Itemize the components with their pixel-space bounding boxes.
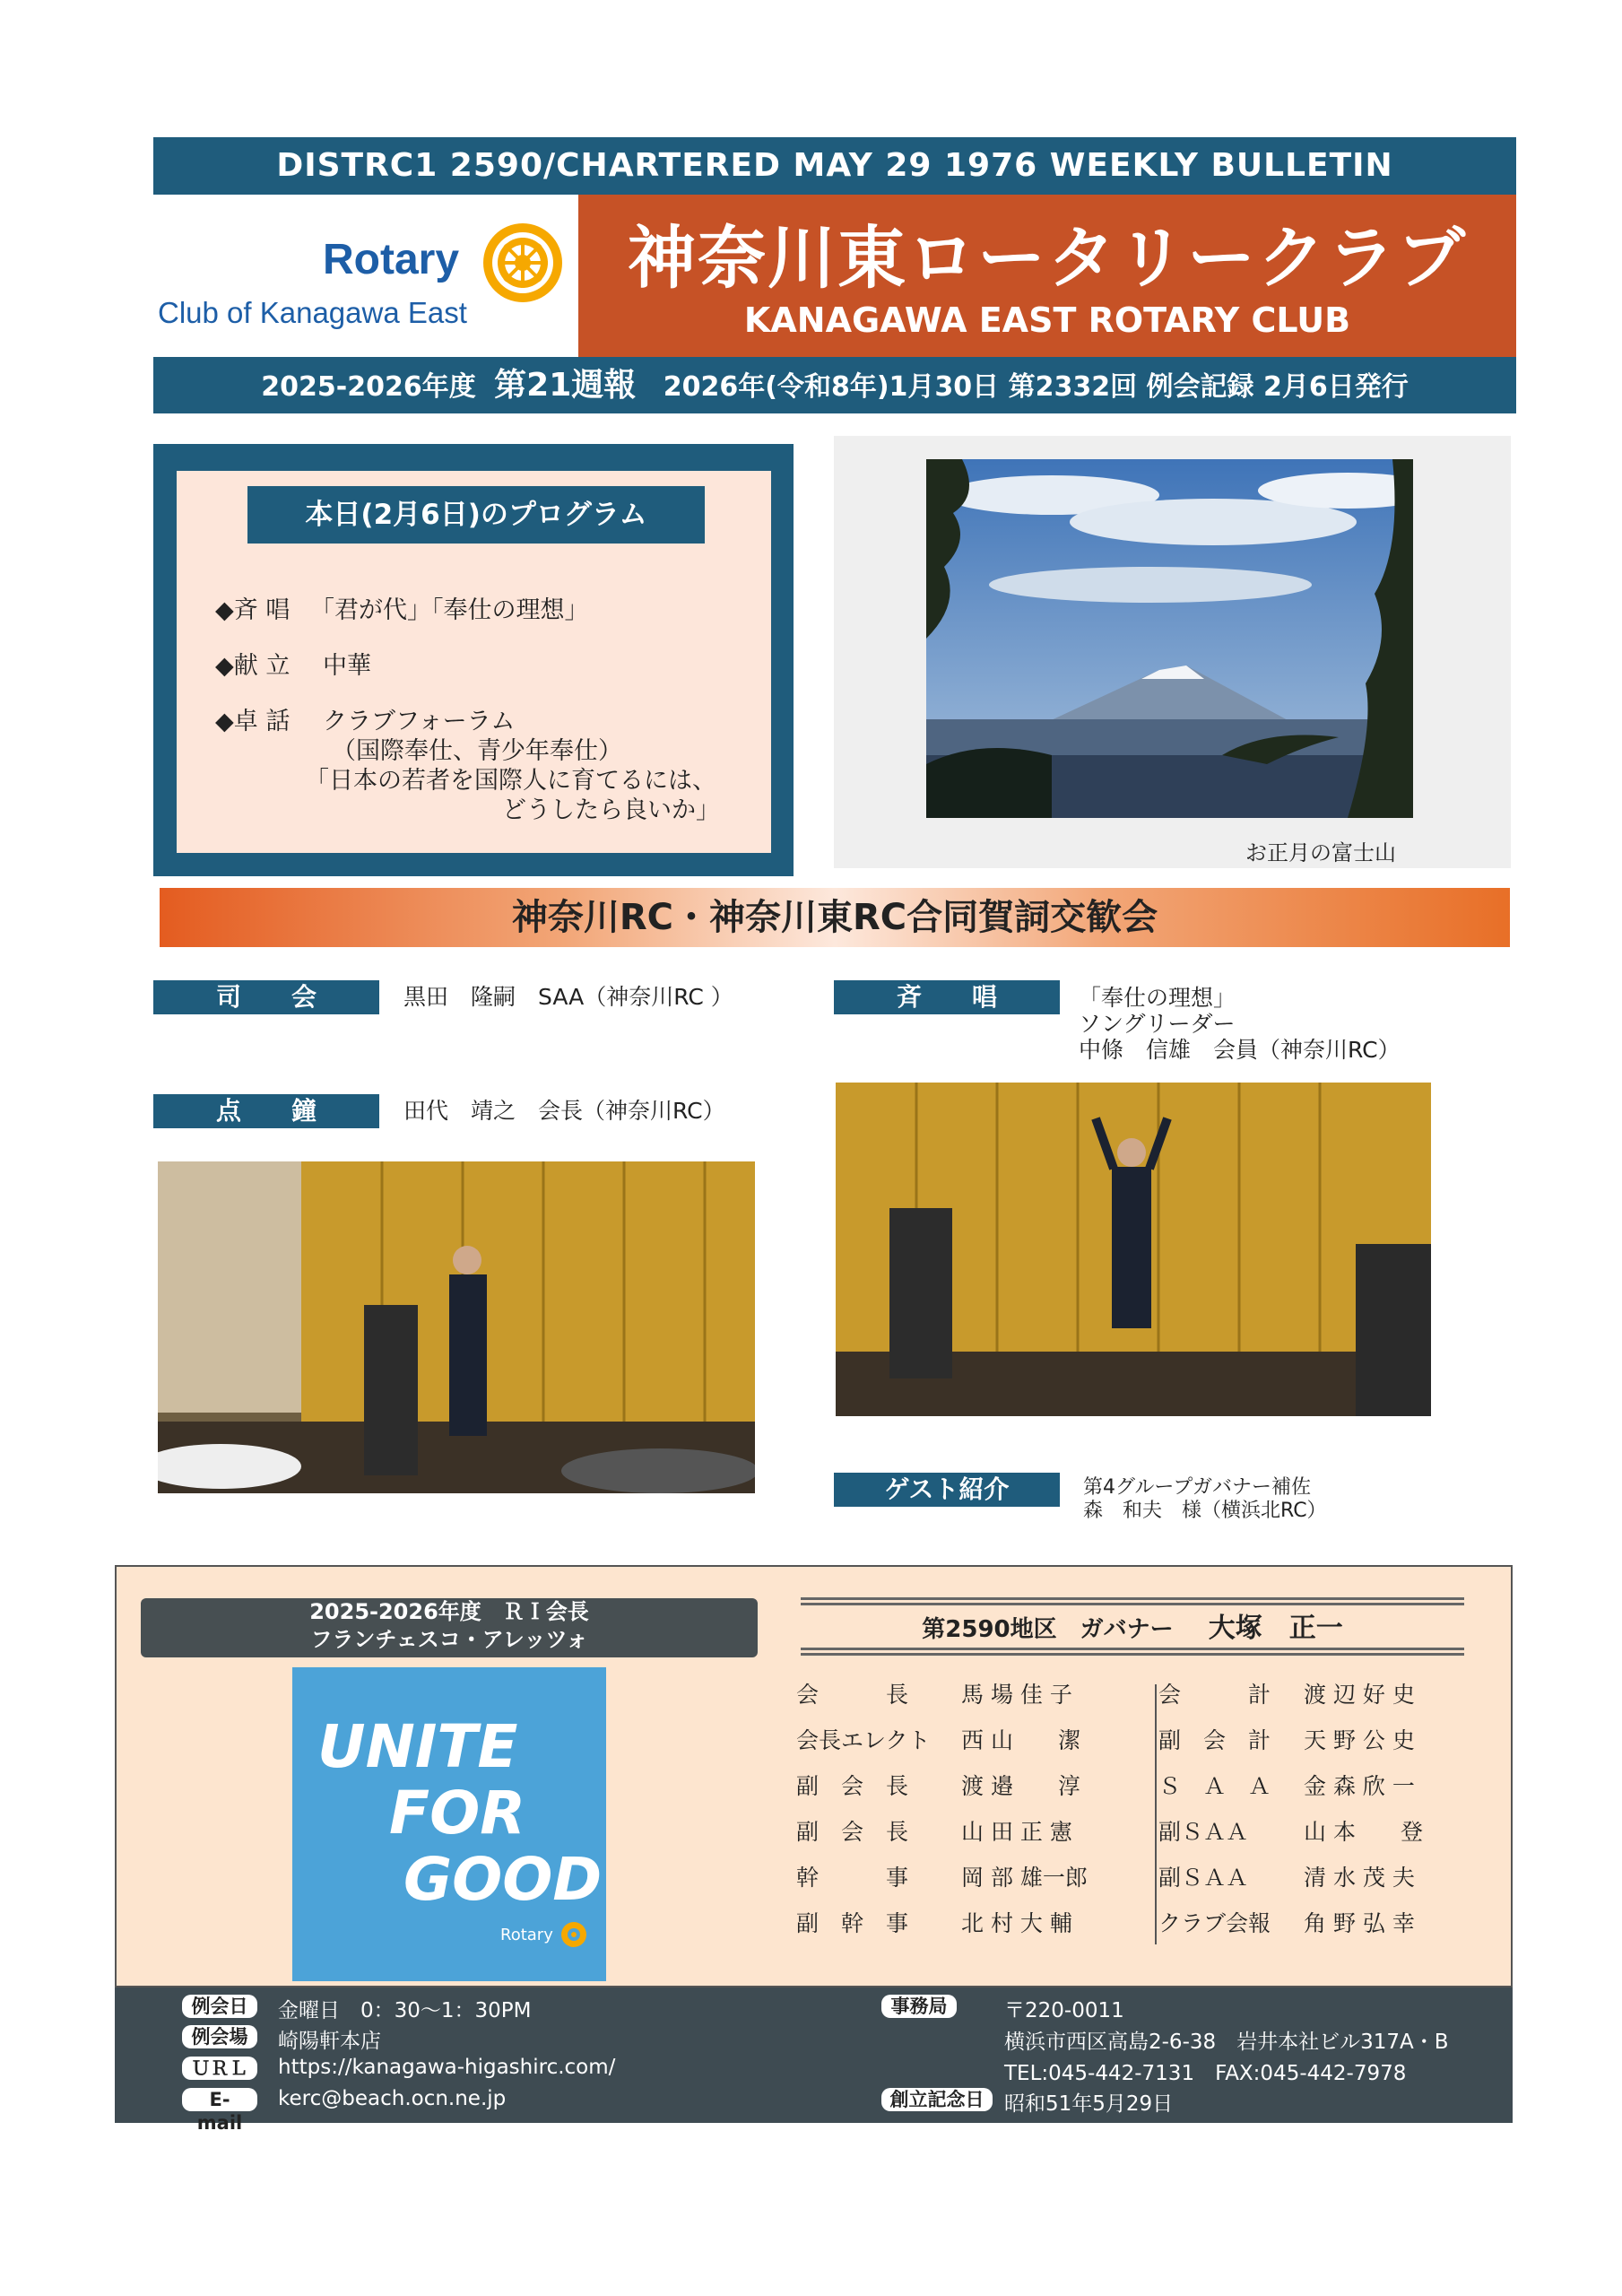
header-top-line: DISTRC1 2590/CHARTERED MAY 29 1976 WEEKLY BULLETIN	[153, 137, 1516, 195]
issue-line	[153, 357, 1516, 413]
officer-name: 岡 部 雄一郎	[961, 1865, 1088, 1891]
song-label: 斉 唱	[834, 980, 1060, 1014]
mc-label: 司 会	[153, 980, 379, 1014]
club-email[interactable]: kerc@beach.ocn.ne.jp	[278, 2087, 507, 2110]
office-address: 横浜市西区高島2-6-38 岩井本社ビル317A・B	[1004, 2031, 1449, 2054]
founded-tag: 創立記念日	[881, 2088, 993, 2111]
officer-role: 会長エレクト	[796, 1727, 931, 1753]
club-title-en: KANAGAWA EAST ROTARY CLUB	[743, 300, 1351, 340]
unite-line-1: UNITE	[317, 1712, 518, 1781]
program-item	[215, 646, 371, 681]
guest-value-1: 第4グループガバナー補佐	[1083, 1476, 1312, 1499]
venue: 崎陽軒本店	[278, 2030, 381, 2053]
program-item-head: ◆斉 唱	[215, 596, 291, 624]
club-title-jp: 神奈川東ロータリークラブ	[628, 218, 1467, 298]
issue-details: 2026年(令和8年)1月30日 第2332回 例会記録 2月6日発行	[663, 371, 1409, 403]
officer-name: 西 山 潔	[961, 1727, 1080, 1753]
officer-role: 副 会 長	[796, 1819, 909, 1845]
song-value-2: ソングリーダー	[1079, 1011, 1236, 1037]
guest-label: ゲスト紹介	[834, 1473, 1060, 1507]
program-item-text: 中華	[322, 652, 371, 680]
governor-label: 第2590地区 ガバナー	[922, 1616, 1174, 1643]
meeting-day-tag: 例会日	[182, 1995, 257, 2018]
officer-role: 会 計	[1158, 1682, 1271, 1708]
program-item-text: クラブフォーラム	[322, 708, 516, 735]
meeting-day: 金曜日 0：30～1：30PM	[278, 1999, 532, 2022]
officer-role: 副 幹 事	[796, 1910, 909, 1936]
office-tag: 事務局	[881, 1995, 957, 2018]
officer-name: 天 野 公 史	[1304, 1727, 1415, 1753]
officer-name: 北 村 大 輔	[961, 1910, 1072, 1936]
divider	[801, 1653, 1464, 1656]
program-item-text: 「君が代」「奉仕の理想」	[309, 596, 589, 624]
unite-rotary-text: Rotary	[500, 1926, 553, 1944]
logo-club-name: Club of Kanagawa East	[158, 296, 467, 329]
officer-role: クラブ会報	[1158, 1910, 1271, 1936]
issue-number: 第21週報	[494, 367, 637, 404]
program-sub-1: （国際奉仕、青少年奉仕）	[332, 737, 622, 765]
officer-role: 副 会 長	[796, 1773, 909, 1799]
program-title: 本日(2月6日)のプログラム	[247, 486, 705, 544]
title-banner	[578, 195, 1516, 357]
issue-year: 2025-2026年度	[261, 371, 476, 403]
club-url[interactable]: https://kanagawa-higashirc.com/	[278, 2056, 616, 2079]
officer-name: 山 本 登	[1304, 1819, 1423, 1845]
officer-name: 馬 場 佳 子	[961, 1682, 1072, 1708]
rotary-wheel-icon	[480, 220, 566, 306]
bell-label: 点 鐘	[153, 1094, 379, 1128]
event-title: 神奈川RC・神奈川東RC合同賀詞交歓会	[160, 888, 1510, 947]
officer-divider	[1155, 1684, 1157, 1944]
divider	[801, 1648, 1464, 1650]
officer-name: 渡 辺 好 史	[1304, 1682, 1415, 1708]
program-sub-2: 「日本の若者を国際人に育てるには、	[305, 767, 716, 795]
officer-name: 山 田 正 憲	[961, 1819, 1072, 1845]
officer-name: 角 野 弘 幸	[1304, 1910, 1415, 1936]
office-postal: 〒220-0011	[1004, 1999, 1124, 2022]
ri-president-line2: フランチェスコ・アレッツォ	[310, 1627, 588, 1652]
bell-value: 田代 靖之 会長（神奈川RC）	[403, 1098, 725, 1124]
url-tag: ＵＲＬ	[182, 2057, 257, 2080]
venue-tag: 例会場	[182, 2025, 257, 2048]
officer-name: 金 森 欣 一	[1304, 1773, 1415, 1799]
song-leader-photo	[836, 1083, 1431, 1416]
officer-role: 副ＳＡＡ	[1158, 1819, 1249, 1845]
photo-caption: お正月の富士山	[1245, 840, 1396, 865]
officer-role: Ｓ Ａ Ａ	[1158, 1773, 1271, 1799]
officer-role: 副ＳＡＡ	[1158, 1865, 1249, 1891]
unite-for-good-text	[317, 1714, 602, 1913]
rotary-logo-text: Rotary	[323, 236, 460, 283]
officer-role: 副 会 計	[1158, 1727, 1271, 1753]
program-item	[215, 590, 588, 625]
email-tag: E-mail	[182, 2088, 257, 2111]
program-item-head: ◆献 立	[215, 652, 291, 680]
program-item-head: ◆卓 話	[215, 708, 291, 735]
officer-role: 幹 事	[796, 1865, 909, 1891]
divider	[801, 1597, 1464, 1600]
officer-name: 清 水 茂 夫	[1304, 1865, 1415, 1891]
district-governor	[801, 1605, 1464, 1645]
founded-date: 昭和51年5月29日	[1004, 2092, 1174, 2116]
mt-fuji-photo	[926, 459, 1413, 818]
song-value-3: 中條 信雄 会員（神奈川RC）	[1079, 1037, 1401, 1063]
program-sub-3: どうしたら良いか」	[502, 796, 720, 824]
office-phone: TEL:045-442-7131 FAX:045-442-7978	[1004, 2062, 1407, 2085]
guest-value-2: 森 和夫 様（横浜北RC）	[1083, 1500, 1327, 1522]
governor-name: 大塚 正一	[1208, 1613, 1343, 1644]
bell-ringer-photo	[158, 1161, 755, 1493]
rotary-wheel-icon	[559, 1920, 588, 1949]
officer-name: 渡 邉 淳	[961, 1773, 1080, 1799]
unite-line-3: GOOD	[403, 1845, 603, 1914]
officer-role: 会 長	[796, 1682, 909, 1708]
ri-president-line1: 2025-2026年度 ＲＩ会長	[309, 1599, 589, 1624]
mc-value: 黒田 隆嗣 SAA（神奈川RC ）	[403, 984, 733, 1010]
unite-line-2: FOR	[389, 1779, 526, 1848]
unite-for-good-logo	[292, 1667, 606, 1981]
ri-president-band	[141, 1598, 758, 1657]
song-value-1: 「奉仕の理想」	[1079, 985, 1236, 1011]
